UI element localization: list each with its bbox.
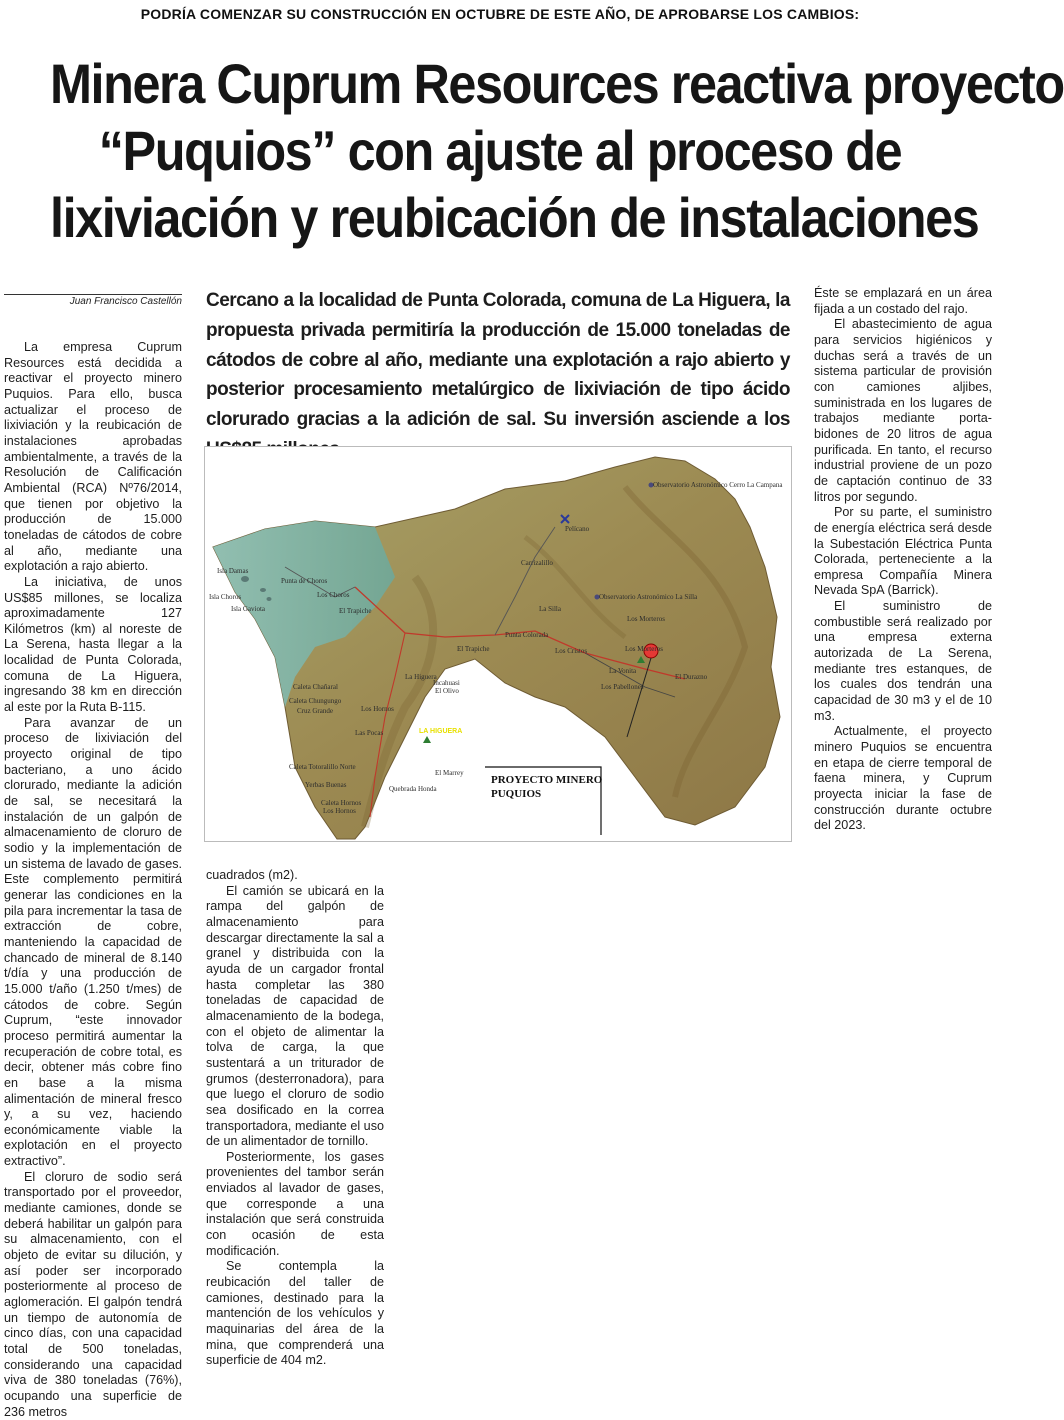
map-place-label: Los Cristos xyxy=(555,647,588,655)
region-map xyxy=(204,446,792,842)
map-place-label: Yerbas Buenas xyxy=(305,781,347,789)
map-place-label: La Silla xyxy=(539,605,561,613)
map-place-label: Caleta Chañaral xyxy=(293,683,338,691)
article-column-3 xyxy=(814,286,992,834)
map-place-label: El Trapiche xyxy=(457,645,490,653)
article-column-2 xyxy=(206,868,384,1369)
map-place-label: Cruz Grande xyxy=(297,707,333,715)
map-place-label: Los Hornos xyxy=(323,807,356,815)
map-place-label: LA HIGUERA xyxy=(419,728,463,735)
paragraph: Por su parte, el suministro de energía eléctrica será desde la Subestación Eléctrica Punta Colorada, perteneciente a la empresa Compañía Minera Nevada SpA (Barrick). xyxy=(814,505,992,598)
map-place-label: El Olivo xyxy=(435,687,459,695)
paragraph: Posteriormente, los gases provenientes del tambor serán enviados al lavador de gases, que corresponde a una instalación que será construida con ocasión de esta modificación. xyxy=(206,1149,384,1258)
headline-line-1: Minera Cuprum Resources reactiva proyecto xyxy=(50,52,1064,115)
headline-line-2: “Puquios” con ajuste al proceso de xyxy=(98,119,902,182)
map-place-label: Isla Damas xyxy=(217,567,249,575)
paragraph: El suministro de combustible será realizado por una empresa externa autorizada de La Serena, mediante tres estanques, de los cuales dos tendrán una capacidad de 30 m3 y el de 10 m3. xyxy=(814,599,992,723)
map-place-label: Isla Gaviota xyxy=(231,605,266,613)
paragraph: El abastecimiento de agua para servicios higiénicos y duchas será a través de un sistema particular de provisión con camiones aljibes, suministrada en los lugares de trabajos mediante porta-bidones de 20 litros de agua purificada. En tanto, el recurso industrial proviene de un pozo de captación continuo de 33 litros por segundo. xyxy=(814,317,992,504)
paragraph: El camión se ubicará en la rampa del galpón de almacenamiento para descargar directamente la sal a granel y distribuida con la ayuda de un cargador frontal hasta completar las 380 toneladas de capacidad de almacenamiento de la bodega, con el objeto de alimentar la tolva de carga, la que sustentará a un triturador de grumos (desterronadora), para que luego el cloruro de sodio sea dosificado en la correa transportadora, mediante el uso de un alimentador de tornillo. xyxy=(206,883,384,1149)
map-place-label: Observatorio Astronómico La Silla xyxy=(599,593,698,601)
map-place-label: Punta Colorada xyxy=(505,631,549,639)
map-callout-line-2: PUQUIOS xyxy=(491,788,542,800)
lede: Cercano a la localidad de Punta Colorada, comuna de La Higuera, la propuesta privada permitiría la producción de 15.000 toneladas de cátodos de cobre al año, mediante una explotación a rajo abierto y posterior procesamiento metalúrgico de lixiviación de tipo ácido clorurado gracias a la adición de sal. Su inversión asciende a los xyxy=(206,290,790,431)
kicker: PODRÍA COMENZAR SU CONSTRUCCIÓN EN OCTUBRE DE ESTE AÑO, DE APROBARSE LOS CAMBIOS: xyxy=(140,6,860,22)
map-graphic xyxy=(205,447,793,843)
article-column-1 xyxy=(4,340,182,1420)
map-place-label: Pelícano xyxy=(565,525,590,533)
paragraph: La iniciativa, de unos US$85 millones, se localiza aproximadamente 127 Kilómetros (km) al noreste de La Serena, hasta llegar a la localidad de Punta Colorada, comuna de La Higuera, ingresando 38 km en dirección al este por la Ruta B-115. xyxy=(4,574,182,715)
map-place-label: Punta de Choros xyxy=(281,577,328,585)
paragraph: El cloruro de sodio será transportado por el proveedor, mediante camiones, donde se deberá habilitar un galpón para su almacenamiento, con el objeto de evitar su dilución, y así poder ser incorporado posteriormente al proceso de aglomeración. El galpón tendrá un tiempo de autonomía de cinco días, con una capacidad total de 500 toneladas, considerando una capacidad viva de 380 toneladas (76%), ocupando una superficie de 236 metros xyxy=(4,1169,182,1419)
map-place-label: Quebrada Honda xyxy=(389,785,437,793)
island xyxy=(241,576,249,582)
map-place-label: Carrizalillo xyxy=(521,559,553,567)
island xyxy=(267,597,272,601)
paragraph: Éste se emplazará en un área fijada a un costado del rajo. xyxy=(814,286,992,316)
peak-marker xyxy=(423,736,431,743)
map-place-label: Los Hornos xyxy=(361,705,394,713)
paragraph: La empresa Cuprum Resources está decidida a reactivar el proyecto minero Puquios. Para ello, busca actualizar el proceso de lixiviación y la reubicación de instalaciones aprobadas ambientalmente, a través de la Resolución de Calificación Ambiental (RCA) Nº76/2014, que tienen por objetivo la producción de 15.000 toneladas de cátodos de cobre al año, mediante una explotación a rajo abierto. xyxy=(4,340,182,574)
paragraph: Para avanzar de un proceso de lixiviación del proyecto original de tipo bacteriano, a uno ácido clorurado, mediante la adición de sal, se necesitará la instalación de un galpón de almacenamiento de cloruro de sodio y la implementación de un sistema de lavado de gases. Este complemento permitirá generar las condiciones en la pila para incrementar la tasa de extracción de cobre, manteniendo la capacidad de chancado de mineral de 8.140 t/día y una producción de 15.000 t/año (1.250 t/mes) de cátodos de cobre. Según Cuprum, “este innovador proceso permitirá aumentar la recuperación de cobre total, es decir, obtener más cobre fino en base a la misma alimentación de mineral fresco y, a su vez, haciendo económicamente viable la explotación en el proyecto extractivo”. xyxy=(4,715,182,1169)
map-place-label: El Marrey xyxy=(435,769,464,777)
map-place-label: La Vonita xyxy=(609,667,637,675)
map-place-label: Isla Choros xyxy=(209,593,242,601)
map-place-label: Observatorio Astronómico Cerro La Campana xyxy=(653,481,783,489)
byline: Juan Francisco Castellón xyxy=(69,296,182,307)
map-place-label: El Trapiche xyxy=(339,607,372,615)
map-place-label: Las Pocas xyxy=(355,729,384,737)
map-place-label: Caleta Totoralillo Norte xyxy=(289,763,356,771)
map-callout-line-1: PROYECTO MINERO xyxy=(491,774,603,786)
paragraph: Se contempla la reubicación del taller de camiones, destinado para la mantención de los vehículos y maquinarias del área de la mina, que comprenderá una superficie de 404 m2. xyxy=(206,1259,384,1368)
map-place-label: Los Morteros xyxy=(625,645,663,653)
map-place-label: Caleta Hornos xyxy=(321,799,362,807)
headline xyxy=(50,50,1064,251)
map-place-label: Los Choros xyxy=(317,591,350,599)
island xyxy=(260,588,266,592)
paragraph: cuadrados (m2). xyxy=(206,868,298,882)
map-place-label: Caleta Chungungo xyxy=(289,697,342,705)
map-place-label: Los Morteros xyxy=(627,615,665,623)
headline-line-3: lixiviación y reubicación de instalaciones xyxy=(50,186,979,249)
map-place-label: El Durazno xyxy=(675,673,708,681)
paragraph: Actualmente, el proyecto minero Puquios se encuentra en etapa de cierre temporal de faena minera, y Cuprum proyecta iniciar la fase de construcción durante octubre del 2023. xyxy=(814,724,992,833)
byline-rule xyxy=(4,294,182,295)
map-place-label: Incahuasi xyxy=(433,679,460,687)
map-place-label: La Higuera xyxy=(405,673,437,681)
map-place-label: Los Pabellones xyxy=(601,683,644,691)
